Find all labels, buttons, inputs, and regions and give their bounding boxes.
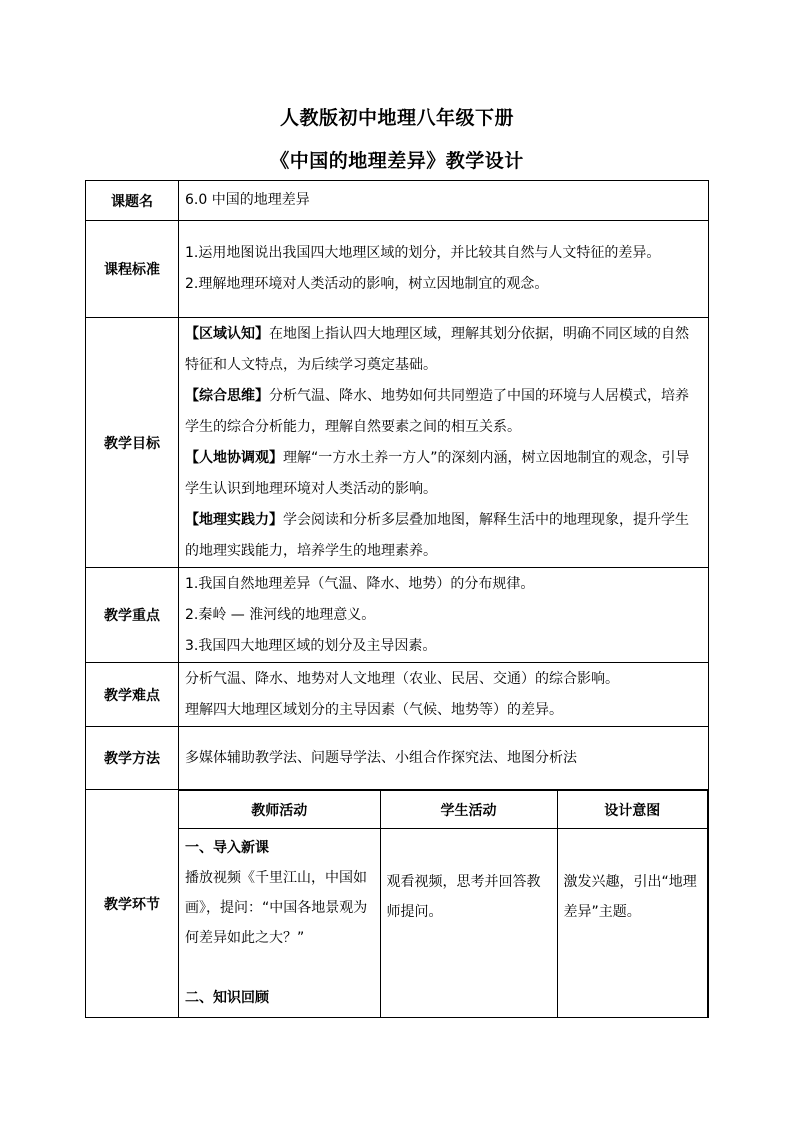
row-methods (86, 727, 709, 790)
design-intent-cell: 激发兴趣，引出“地理差异”主题。 (557, 829, 708, 1018)
value-difficulties (179, 663, 709, 727)
standard-line-2: 2.理解地理环境对人类活动的影响，树立因地制宜的观念。 (185, 276, 549, 292)
document-subtitle: 《中国的地理差异》教学设计 (270, 150, 524, 172)
row-process (86, 790, 709, 1018)
objective-item (185, 381, 702, 443)
standard-line-1: 1.运用地图说出我国四大地理区域的划分，并比较其自然与人文特征的差异。 (185, 245, 661, 261)
row-topic (86, 181, 709, 221)
objective-text: 分析气温、降水、地势如何共同塑造了中国的环境与人居模式，培养学生的综合分析能力，理解自然要素之间的相互关系。 (185, 387, 689, 435)
objective-tag: 【地理实践力】 (185, 511, 283, 528)
row-difficulties (86, 663, 709, 727)
header-design-intent: 设计意图 (557, 791, 708, 829)
label-objectives: 教学目标 (86, 318, 179, 568)
objective-tag: 【区域认知】 (185, 325, 269, 342)
key-point-line: 2.秦岭 — 淮河线的地理意义。 (185, 606, 376, 623)
row-key-points (86, 568, 709, 663)
row-objectives (86, 318, 709, 568)
process-header-row (179, 791, 708, 829)
process-cell (179, 790, 709, 1018)
objective-tag: 【综合思维】 (185, 387, 269, 404)
difficulty-line: 分析气温、降水、地势对人文地理（农业、民居、交通）的综合影响。 (185, 670, 619, 687)
header-student-activity: 学生活动 (380, 791, 557, 829)
difficulty-line: 理解四大地理区域划分的主导因素（气候、地势等）的差异。 (185, 701, 563, 718)
objective-tag: 【人地协调观】 (185, 449, 283, 466)
section-intro-heading: 一、导入新课 (185, 840, 269, 856)
student-activity-cell: 观看视频，思考并回答教师提问。 (380, 829, 557, 1018)
row-standard (86, 221, 709, 318)
label-topic: 课题名 (86, 181, 179, 221)
value-topic: 6.0 中国的地理差异 (179, 181, 709, 221)
objective-item (185, 319, 702, 381)
objective-text: 学会阅读和分析多层叠加地图，解释生活中的地理现象，提升学生的地理实践能力，培养学生的地理素养。 (185, 511, 689, 559)
process-table (179, 790, 708, 1017)
objective-item (185, 505, 702, 567)
process-body-row (179, 829, 708, 1018)
document-title: 人教版初中地理八年级下册 (279, 107, 514, 129)
label-process: 教学环节 (86, 790, 179, 1018)
label-standard: 课程标准 (86, 221, 179, 318)
value-methods: 多媒体辅助教学法、问题导学法、小组合作探究法、地图分析法 (179, 727, 709, 790)
key-point-line: 3.我国四大地理区域的划分及主导因素。 (185, 637, 437, 654)
value-standard (179, 221, 709, 318)
section-review-heading: 二、知识回顾 (185, 990, 269, 1006)
teacher-activity-text: 播放视频《千里江山，中国如画》，提问：“中国各地景观为何差异如此之大？” (185, 870, 368, 946)
objective-text: 在地图上指认四大地理区域，理解其划分依据，明确不同区域的自然特征和人文特点，为后续学习奠定基础。 (185, 325, 689, 373)
label-difficulties: 教学难点 (86, 663, 179, 727)
teacher-activity-cell (179, 829, 380, 1018)
key-point-line: 1.我国自然地理差异（气温、降水、地势）的分布规律。 (185, 575, 535, 592)
header-teacher-activity: 教师活动 (179, 791, 380, 829)
label-key-points: 教学重点 (86, 568, 179, 663)
objective-item (185, 443, 702, 505)
objective-text: 理解“一方水土养一方人”的深刻内涵，树立因地制宜的观念，引导学生认识到地理环境对人类活动的影响。 (185, 449, 690, 497)
lesson-plan-table (85, 180, 709, 1018)
value-key-points (179, 568, 709, 663)
label-methods: 教学方法 (86, 727, 179, 790)
value-objectives (179, 318, 709, 568)
